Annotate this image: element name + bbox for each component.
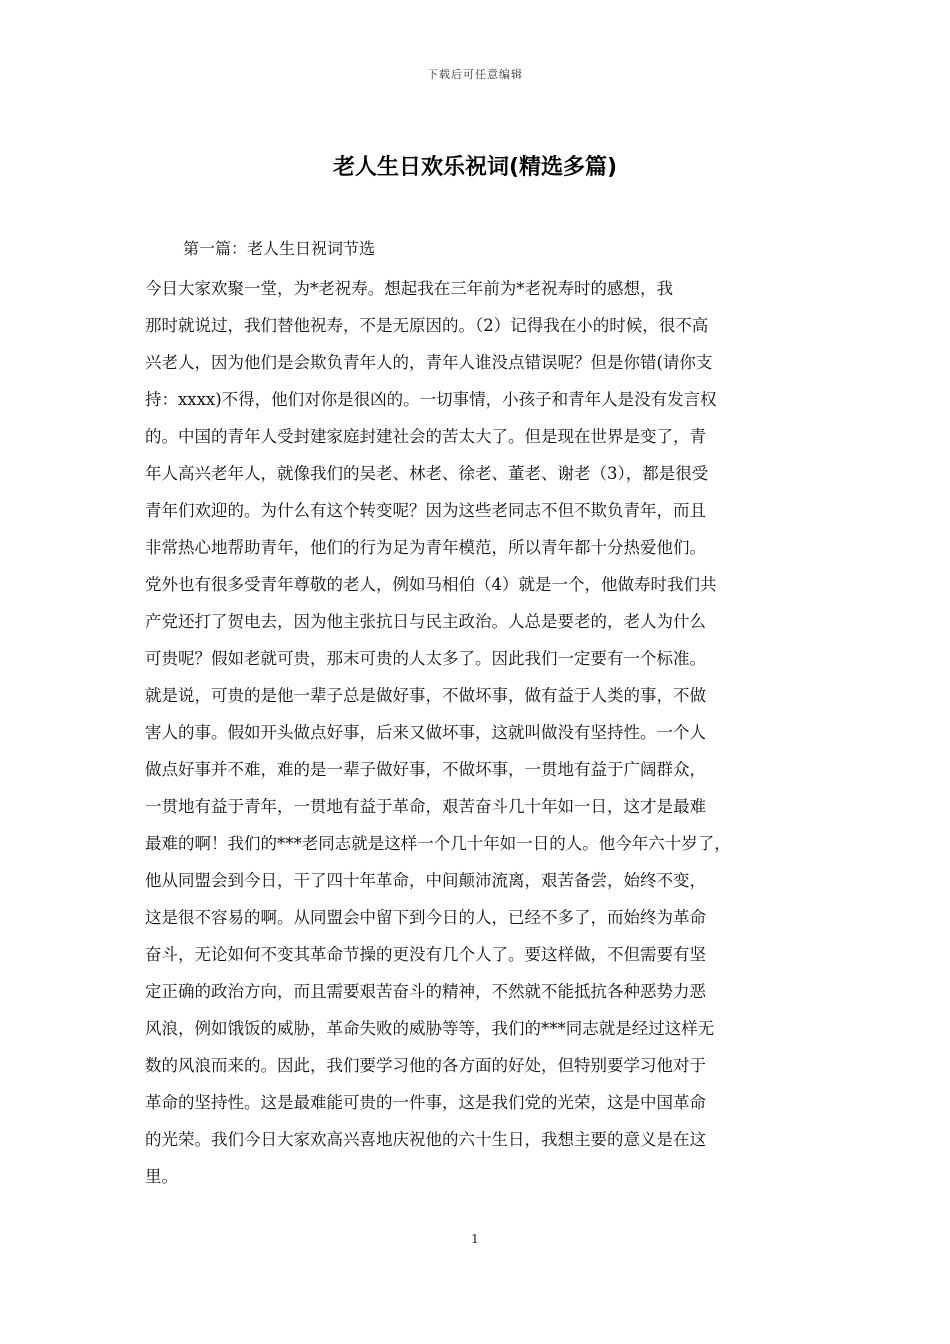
- body-line: 数的风浪而来的。因此，我们要学习他的各方面的好处，但特别要学习他对于: [145, 1056, 706, 1075]
- body-line: 非常热心地帮助青年，他们的行为足为青年模范，所以青年都十分热爱他们。: [145, 538, 706, 557]
- body-line: 里。: [145, 1167, 178, 1186]
- body-line: 可贵呢？假如老就可贵，那末可贵的人太多了。因此我们一定要有一个标准。: [145, 649, 706, 668]
- body-line: 今日大家欢聚一堂，为*老祝寿。想起我在三年前为*老祝寿时的感想，我: [145, 279, 673, 298]
- body-line: 产党还打了贺电去，因为他主张抗日与民主政治。人总是要老的，老人为什么: [145, 612, 706, 631]
- body-line: 年人高兴老年人，就像我们的吴老、林老、徐老、董老、谢老（3），都是很受: [145, 464, 709, 483]
- body-line: 持：xxxx)不得，他们对你是很凶的。一切事情，小孩子和青年人是没有发言权: [145, 390, 717, 409]
- body-line: 青年们欢迎的。为什么有这个转变呢？因为这些老同志不但不欺负青年，而且: [145, 501, 706, 520]
- body-line: 那时就说过，我们替他祝寿，不是无原因的。（2）记得我在小的时候，很不高: [145, 316, 709, 335]
- page-header-note: 下载后可任意编辑: [427, 68, 523, 81]
- body-text: [145, 270, 845, 1195]
- body-line: 他从同盟会到今日，干了四十年革命，中间颠沛流离，艰苦备尝，始终不变，: [145, 871, 706, 890]
- body-line: 兴老人，因为他们是会欺负青年人的，青年人谁没点错误呢？但是你错(请你支: [145, 353, 713, 372]
- body-line: 一贯地有益于青年，一贯地有益于革命，艰苦奋斗几十年如一日，这才是最难: [145, 797, 706, 816]
- document-title: 老人生日欢乐祝词(精选多篇): [332, 155, 618, 180]
- body-line: 奋斗，无论如何不变其革命节操的更没有几个人了。要这样做，不但需要有坚: [145, 945, 706, 964]
- page-number: 1: [471, 1232, 479, 1246]
- body-line: 这是很不容易的啊。从同盟会中留下到今日的人，已经不多了，而始终为革命: [145, 908, 706, 927]
- body-line: 革命的坚持性。这是最难能可贵的一件事，这是我们党的光荣，这是中国革命: [145, 1093, 706, 1112]
- body-line: 的。中国的青年人受封建家庭封建社会的苦太大了。但是现在世界是变了，青: [145, 427, 706, 446]
- body-line: 就是说，可贵的是他一辈子总是做好事，不做坏事，做有益于人类的事，不做: [145, 686, 706, 705]
- body-line: 做点好事并不难，难的是一辈子做好事，不做坏事，一贯地有益于广阔群众，: [145, 760, 706, 779]
- body-line: 定正确的政治方向，而且需要艰苦奋斗的精神，不然就不能抵抗各种恶势力恶: [145, 982, 706, 1001]
- body-line: 最难的啊！我们的***老同志就是这样一个几十年如一日的人。他今年六十岁了，: [145, 834, 731, 853]
- section-heading: 第一篇：老人生日祝词节选: [183, 239, 376, 258]
- body-line: 风浪，例如饿饭的威胁，革命失败的威胁等等，我们的***同志就是经过这样无: [145, 1019, 715, 1038]
- body-line: 党外也有很多受青年尊敬的老人，例如马相伯（4）就是一个，他做寿时我们共: [145, 575, 717, 594]
- body-line: 的光荣。我们今日大家欢高兴喜地庆祝他的六十生日，我想主要的意义是在这: [145, 1130, 706, 1149]
- body-line: 害人的事。假如开头做点好事，后来又做坏事，这就叫做没有坚持性。一个人: [145, 723, 706, 742]
